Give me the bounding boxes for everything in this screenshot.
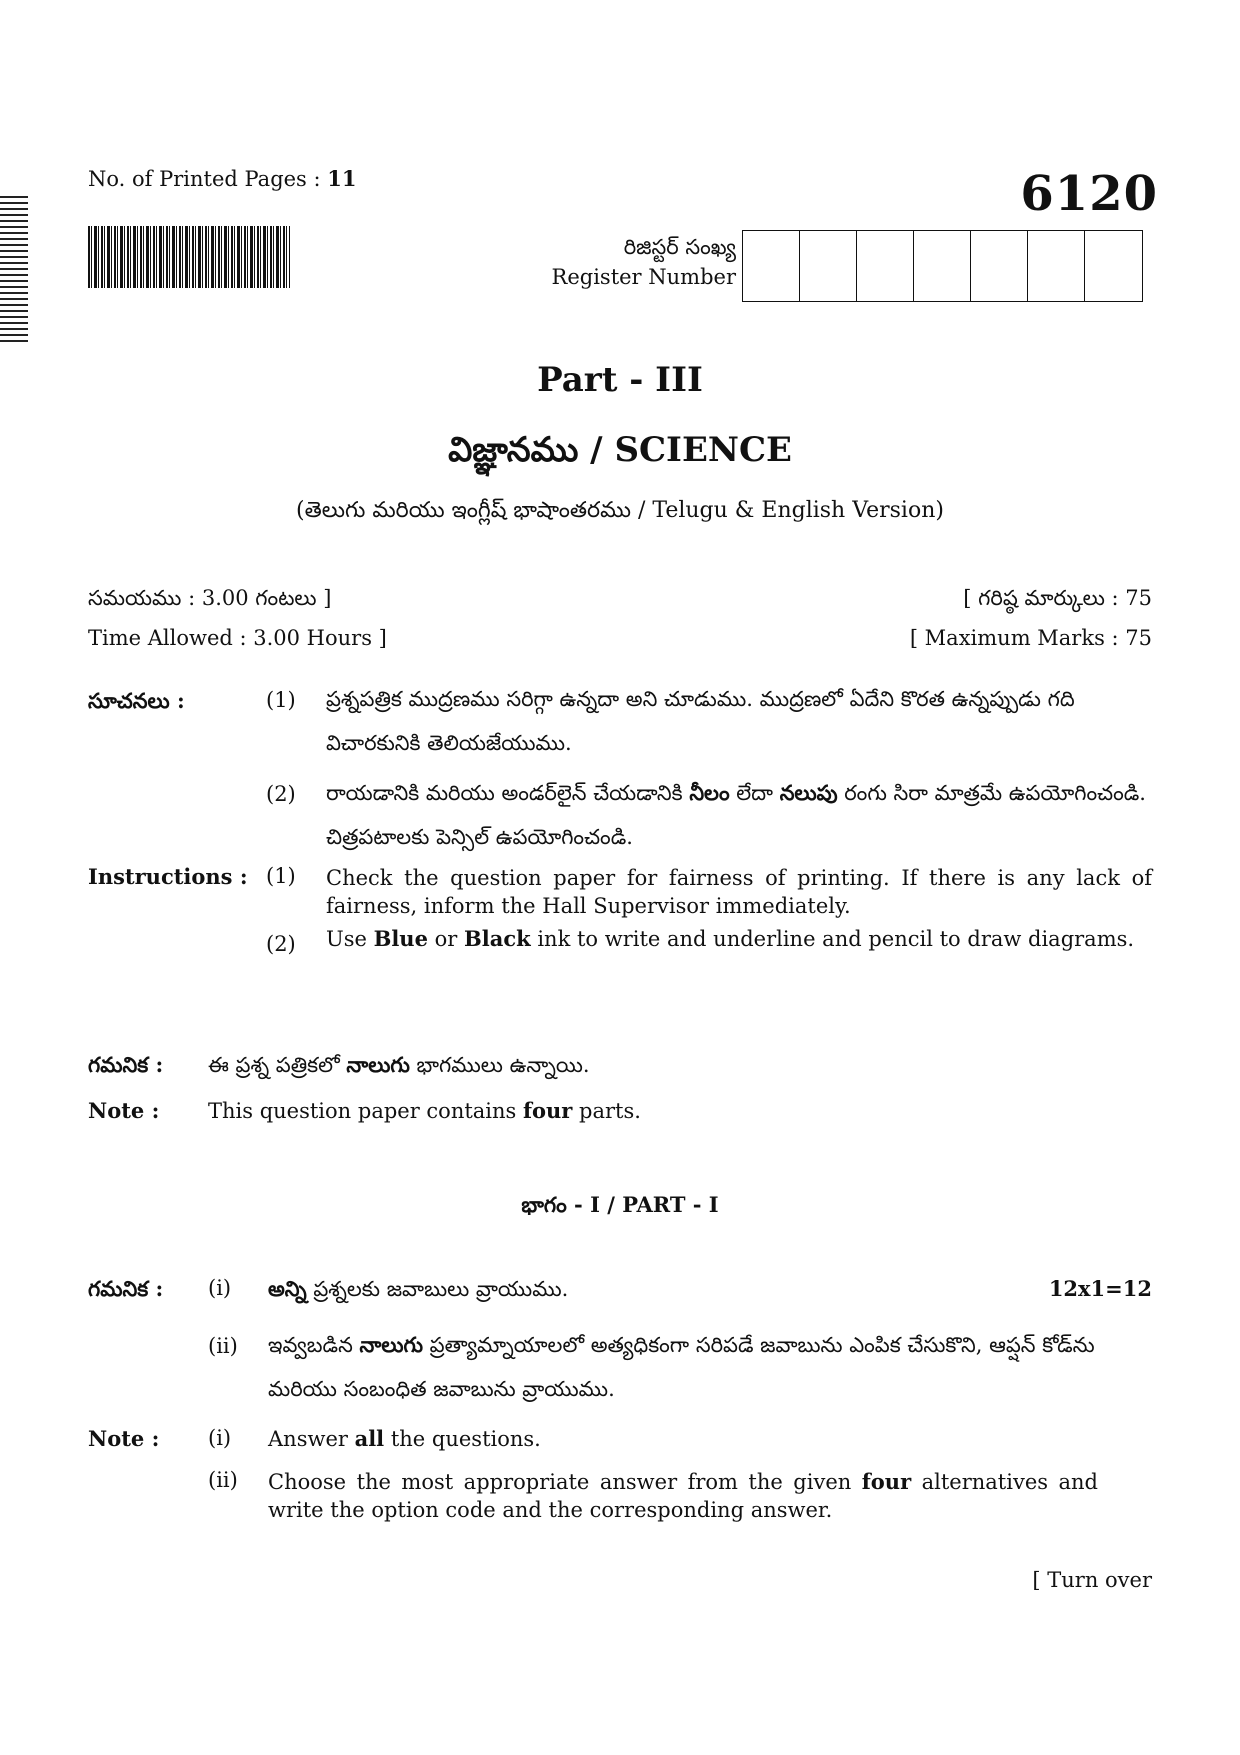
instruction-te-2-mid: లేదా	[729, 781, 780, 805]
register-label	[552, 232, 736, 292]
note-general-english-text	[208, 1098, 641, 1123]
instruction-te-2-bold-blue: నీలం	[689, 780, 730, 805]
note-te-pre: ఈ ప్రశ్న పత్రికలో	[208, 1053, 347, 1077]
part1-en-1-num: (i)	[208, 1426, 232, 1450]
instruction-en-1-text: Check the question paper for fairness of printing. If there is any lack of fairness, inform the Hall Supervisor immediately.	[326, 866, 1152, 918]
version-line: (తెలుగు మరియు ఇంగ్లీష్ భాషాంతరము / Telugu & English Version)	[296, 498, 944, 523]
paper-code: 6120	[1020, 166, 1158, 222]
part1-en-1-pre: Answer	[268, 1427, 355, 1451]
part1-en-2-text	[268, 1468, 1098, 1524]
turn-over: [ Turn over	[1032, 1568, 1152, 1592]
part1-en-1-bold: all	[354, 1426, 385, 1451]
part1-te-2-text	[268, 1323, 1098, 1411]
part1-note-telugu-label: గమనిక :	[88, 1276, 164, 1301]
register-box[interactable]	[971, 231, 1028, 301]
barcode	[88, 226, 290, 288]
instruction-en-1-num: (1)	[266, 864, 296, 888]
time-marks-telugu	[88, 586, 1152, 616]
marks-telugu: [ గరిష్ఠ మార్కులు : 75	[963, 586, 1152, 610]
part1-en-2-num: (ii)	[208, 1468, 238, 1492]
subject-title: విజ్ఞానము / SCIENCE	[448, 430, 792, 470]
instruction-te-2-bold-black: నలుపు	[779, 780, 838, 805]
printed-pages-value: 11	[327, 166, 357, 191]
register-box[interactable]	[1085, 231, 1142, 301]
instruction-en-2-pre: Use	[326, 927, 374, 951]
time-marks-english	[88, 626, 1152, 650]
part1-en-2-bold: four	[861, 1469, 912, 1494]
register-number-boxes	[742, 230, 1143, 302]
time-telugu: సమయము : 3.00 గంటలు ]	[88, 586, 332, 610]
printed-pages-label: No. of Printed Pages :	[88, 167, 328, 191]
note-te-bold: నాలుగు	[346, 1052, 410, 1077]
part1-en-1-text	[268, 1426, 541, 1451]
part1-note-english-label: Note :	[88, 1426, 160, 1451]
part-title: Part - III	[537, 360, 703, 400]
part1-te-1-post: ప్రశ్నలకు జవాబులు వ్రాయుము.	[306, 1277, 569, 1301]
note-en-bold: four	[523, 1098, 573, 1123]
marks-english: [ Maximum Marks : 75	[909, 626, 1152, 650]
time-english: Time Allowed : 3.00 Hours ]	[88, 626, 387, 650]
note-en-post: parts.	[572, 1099, 641, 1123]
edge-registration-marks	[0, 196, 28, 344]
part1-en-1-post: the questions.	[384, 1427, 541, 1451]
note-general-telugu-label: గమనిక :	[88, 1052, 164, 1077]
instruction-en-2-bold-black: Black	[463, 926, 531, 951]
part1-en-2-pre: Choose the most appropriate answer from the given	[268, 1470, 862, 1494]
part1-en-2-post: alternatives and write the option code and the corresponding answer.	[268, 1470, 1098, 1522]
instruction-en-2-num: (2)	[266, 932, 296, 956]
part1-te-2-post: ప్రత్యామ్నాయాలలో అత్యధికంగా సరిపడే జవాబును ఎంపిక చేసుకొని, ఆప్షన్ కోడ్‌ను మరియు సంబంధిత జవాబును వ్రాయుము.	[268, 1333, 1095, 1401]
instructions-english-label: Instructions :	[88, 864, 248, 889]
instruction-en-2-bold-blue: Blue	[373, 926, 428, 951]
note-general-english-label: Note :	[88, 1098, 160, 1123]
register-box[interactable]	[800, 231, 857, 301]
note-te-post: భాగములు ఉన్నాయి.	[409, 1053, 590, 1077]
part1-heading: భాగం - I / PART - I	[521, 1192, 719, 1217]
part1-te-2-bold: నాలుగు	[359, 1332, 423, 1357]
part1-te-2-num: (ii)	[208, 1334, 238, 1358]
part1-te-1-num: (i)	[208, 1276, 232, 1300]
note-en-pre: This question paper contains	[208, 1099, 523, 1123]
note-general-telugu-text	[208, 1052, 590, 1083]
register-label-english: Register Number	[551, 265, 736, 289]
instruction-en-2-text	[326, 922, 1152, 956]
instruction-en-2-mid: or	[427, 927, 464, 951]
register-box[interactable]	[914, 231, 971, 301]
register-box[interactable]	[1028, 231, 1085, 301]
part1-te-2-pre: ఇవ్వబడిన	[268, 1333, 360, 1357]
printed-pages	[88, 166, 357, 191]
part1-te-1-bold: అన్ని	[268, 1276, 307, 1301]
instruction-te-1-num: (1)	[266, 688, 296, 712]
part1-te-1-text	[268, 1276, 568, 1307]
part1-marks: 12x1=12	[1048, 1276, 1152, 1301]
register-box[interactable]	[743, 231, 800, 301]
instruction-te-2-pre: రాయడానికి మరియు అండర్‌లైన్ చేయడానికి	[326, 781, 690, 805]
instruction-te-1-text: ప్రశ్నపత్రిక ముద్రణము సరిగ్గా ఉన్నదా అని చూడుము. ముద్రణలో ఏదేని కొరత ఉన్నప్పుడు గది విచారకునికి తెలియజేయుము.	[326, 687, 1075, 755]
instruction-te-2-num: (2)	[266, 782, 296, 806]
instruction-te-2-text	[326, 771, 1152, 859]
instructions-telugu-label: సూచనలు :	[88, 688, 185, 713]
register-label-telugu: రిజిస్టర్ సంఖ్య	[623, 235, 736, 259]
register-box[interactable]	[857, 231, 914, 301]
instruction-en-2-post: ink to write and underline and pencil to draw diagrams.	[530, 927, 1135, 951]
instruction-te-2-post: రంగు సిరా మాత్రమే ఉపయోగించండి. చిత్రపటాలకు పెన్సిల్ ఉపయోగించండి.	[326, 781, 1146, 849]
